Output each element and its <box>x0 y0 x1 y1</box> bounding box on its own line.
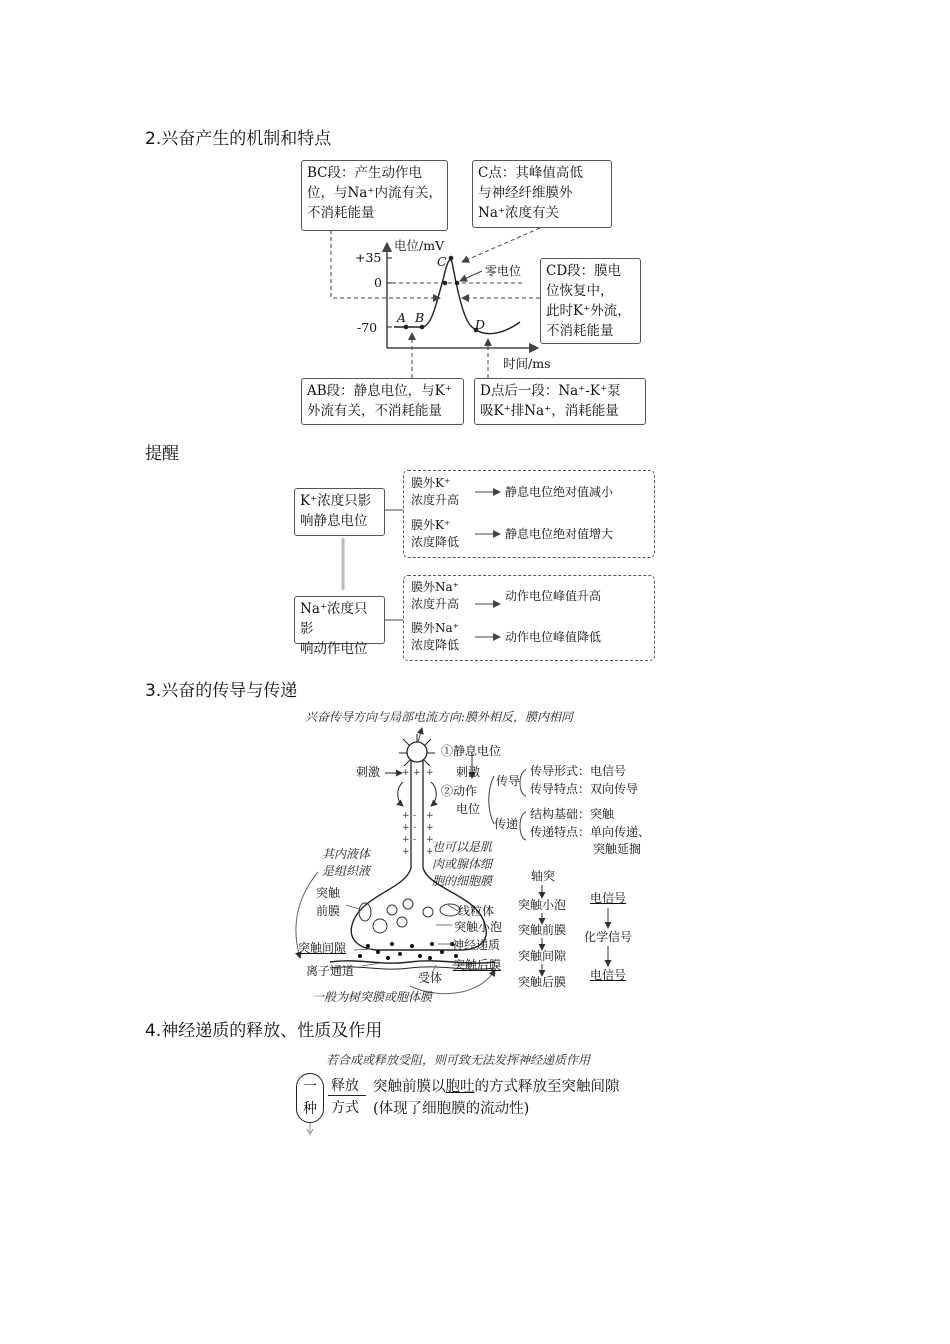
neurotransmitter-label: 神经递质 <box>452 938 501 952</box>
structure-basis: 结构基础：突触 <box>530 807 615 821</box>
na-result-high: 动作电位峰值升高 <box>505 589 602 603</box>
transmission-feature-2: 突触延搁 <box>593 842 642 856</box>
svg-text:-: - <box>413 811 417 821</box>
point-label-c: C <box>437 254 447 269</box>
chain-vesicle: 突触小泡 <box>518 898 567 912</box>
presynaptic-label-2: 前膜 <box>316 904 341 918</box>
x-axis-label: 时间/ms <box>503 356 551 371</box>
muscle-note-3: 胞的细胞膜 <box>432 874 493 888</box>
svg-text:+: + <box>426 847 434 857</box>
y-axis-label: 电位/mV <box>394 238 445 253</box>
svg-text:+: + <box>426 811 434 821</box>
reminder-heading: 提醒 <box>145 444 179 464</box>
conduction-form: 传导形式：电信号 <box>530 764 627 778</box>
method-label: 方式 <box>331 1100 359 1116</box>
release-description: 突触前膜以胞吐的方式释放至突触间隙 <box>373 1079 620 1095</box>
receptor-label: 受体 <box>418 971 443 985</box>
na-condition-low: 膜外Na⁺ 浓度降低 <box>411 621 460 652</box>
y-tick-label: -70 <box>357 320 378 335</box>
chain-postsynaptic: 突触后膜 <box>518 975 567 989</box>
bc-segment-box: BC段：产生动作电 位，与Na⁺内流有关， 不消耗能量 <box>301 160 448 231</box>
svg-text:-: - <box>413 823 417 833</box>
svg-text:-: - <box>413 835 417 845</box>
k-result-low: 静息电位绝对值增大 <box>505 527 614 541</box>
action-potential-figure <box>0 0 950 440</box>
svg-text:+: + <box>402 811 410 821</box>
svg-text:+: + <box>413 768 421 778</box>
conduction-direction-note: 兴奋传导方向与局部电流方向:膜外相反，膜内相同 <box>305 710 574 724</box>
conduction-label: 传导 <box>496 774 521 788</box>
synapse-figure <box>0 700 950 1010</box>
vesicle-label: 突触小泡 <box>454 920 503 934</box>
release-figure <box>0 1045 950 1135</box>
release-note: 若合成或释放受阻，则可致无法发挥神经递质作用 <box>326 1053 591 1067</box>
ion-channel-label: 离子通道 <box>306 964 355 978</box>
chain-axon: 轴突 <box>531 869 556 883</box>
reminder-figure <box>0 460 950 670</box>
y-tick-label: +35 <box>355 250 382 265</box>
section-heading-4: 4.神经递质的释放、性质及作用 <box>145 1021 383 1041</box>
zero-potential-label: 零电位 <box>485 264 522 278</box>
stimulus-label: 刺激 <box>356 765 381 779</box>
conduction-feature: 传导特点：双向传导 <box>530 782 639 796</box>
svg-text:+: + <box>402 847 410 857</box>
k-result-high: 静息电位绝对值减小 <box>505 485 614 499</box>
muscle-note-2: 肉或腺体细 <box>432 857 493 871</box>
stimulus-label-2: 刺激 <box>456 765 481 779</box>
divider <box>328 1095 366 1096</box>
action-potential-label: ②动作 <box>441 784 478 798</box>
na-result-low: 动作电位峰值降低 <box>505 630 602 644</box>
release-label: 释放 <box>331 1078 359 1094</box>
ab-segment-box: AB段：静息电位，与K⁺ 外流有关，不消耗能量 <box>301 378 464 425</box>
synaptic-cleft-label: 突触间隙 <box>298 941 347 955</box>
c-point-box: C点：其峰值高低 与神经纤维膜外 Na⁺浓度有关 <box>472 160 612 228</box>
chain-cleft: 突触间隙 <box>518 949 567 963</box>
signal-electric-2: 电信号 <box>590 968 627 982</box>
k-condition-high: 膜外K⁺ 浓度升高 <box>411 476 460 507</box>
chain-presynaptic: 突触前膜 <box>518 923 567 937</box>
muscle-note: 也可以是肌 <box>432 840 493 854</box>
point-label-a: A <box>397 310 407 325</box>
svg-text:+: + <box>426 835 434 845</box>
k-concentration-box: K⁺浓度只影 响静息电位 <box>294 488 385 536</box>
point-label-b: B <box>415 310 425 325</box>
signal-electric: 电信号 <box>590 891 627 905</box>
na-condition-high: 膜外Na⁺ 浓度升高 <box>411 580 460 611</box>
na-concentration-box: Na⁺浓度只影 响动作电位 <box>294 596 385 644</box>
cd-segment-box: CD段：膜电 位恢复中， 此时K⁺外流， 不消耗能量 <box>540 258 641 344</box>
mitochondria-label: 线粒体 <box>458 904 495 918</box>
svg-text:+: + <box>402 835 410 845</box>
point-label-d: D <box>475 317 486 332</box>
transmission-feature: 传递特点：单向传递、 <box>530 825 651 839</box>
fluid-note: 其内液体 <box>322 847 371 861</box>
kind-badge: 一 种 <box>296 1073 324 1123</box>
release-note-2: (体现了细胞膜的流动性) <box>373 1101 530 1117</box>
y-tick-label: 0 <box>374 275 382 290</box>
action-potential-label-2: 电位 <box>456 802 481 816</box>
svg-text:+: + <box>426 823 434 833</box>
k-condition-low: 膜外K⁺ 浓度降低 <box>411 518 460 549</box>
svg-text:+: + <box>426 768 434 778</box>
d-point-box: D点后一段：Na⁺-K⁺泵 吸K⁺排Na⁺，消耗能量 <box>474 378 646 425</box>
fluid-note-2: 是组织液 <box>322 864 371 878</box>
signal-chemical: 化学信号 <box>584 930 633 944</box>
section-heading-2: 2.兴奋产生的机制和特点 <box>145 129 332 149</box>
postsynaptic-label: 突触后膜 <box>453 958 502 972</box>
transmission-label: 传递 <box>494 817 519 831</box>
down-arrow-icon <box>300 1123 320 1135</box>
postsynaptic-note: 一般为树突膜或胞体膜 <box>312 990 433 1004</box>
svg-text:+: + <box>402 768 410 778</box>
presynaptic-label: 突触 <box>316 886 341 900</box>
section-heading-3: 3.兴奋的传导与传递 <box>145 681 298 701</box>
svg-text:+: + <box>402 823 410 833</box>
resting-potential-label: ①静息电位 <box>441 744 502 758</box>
